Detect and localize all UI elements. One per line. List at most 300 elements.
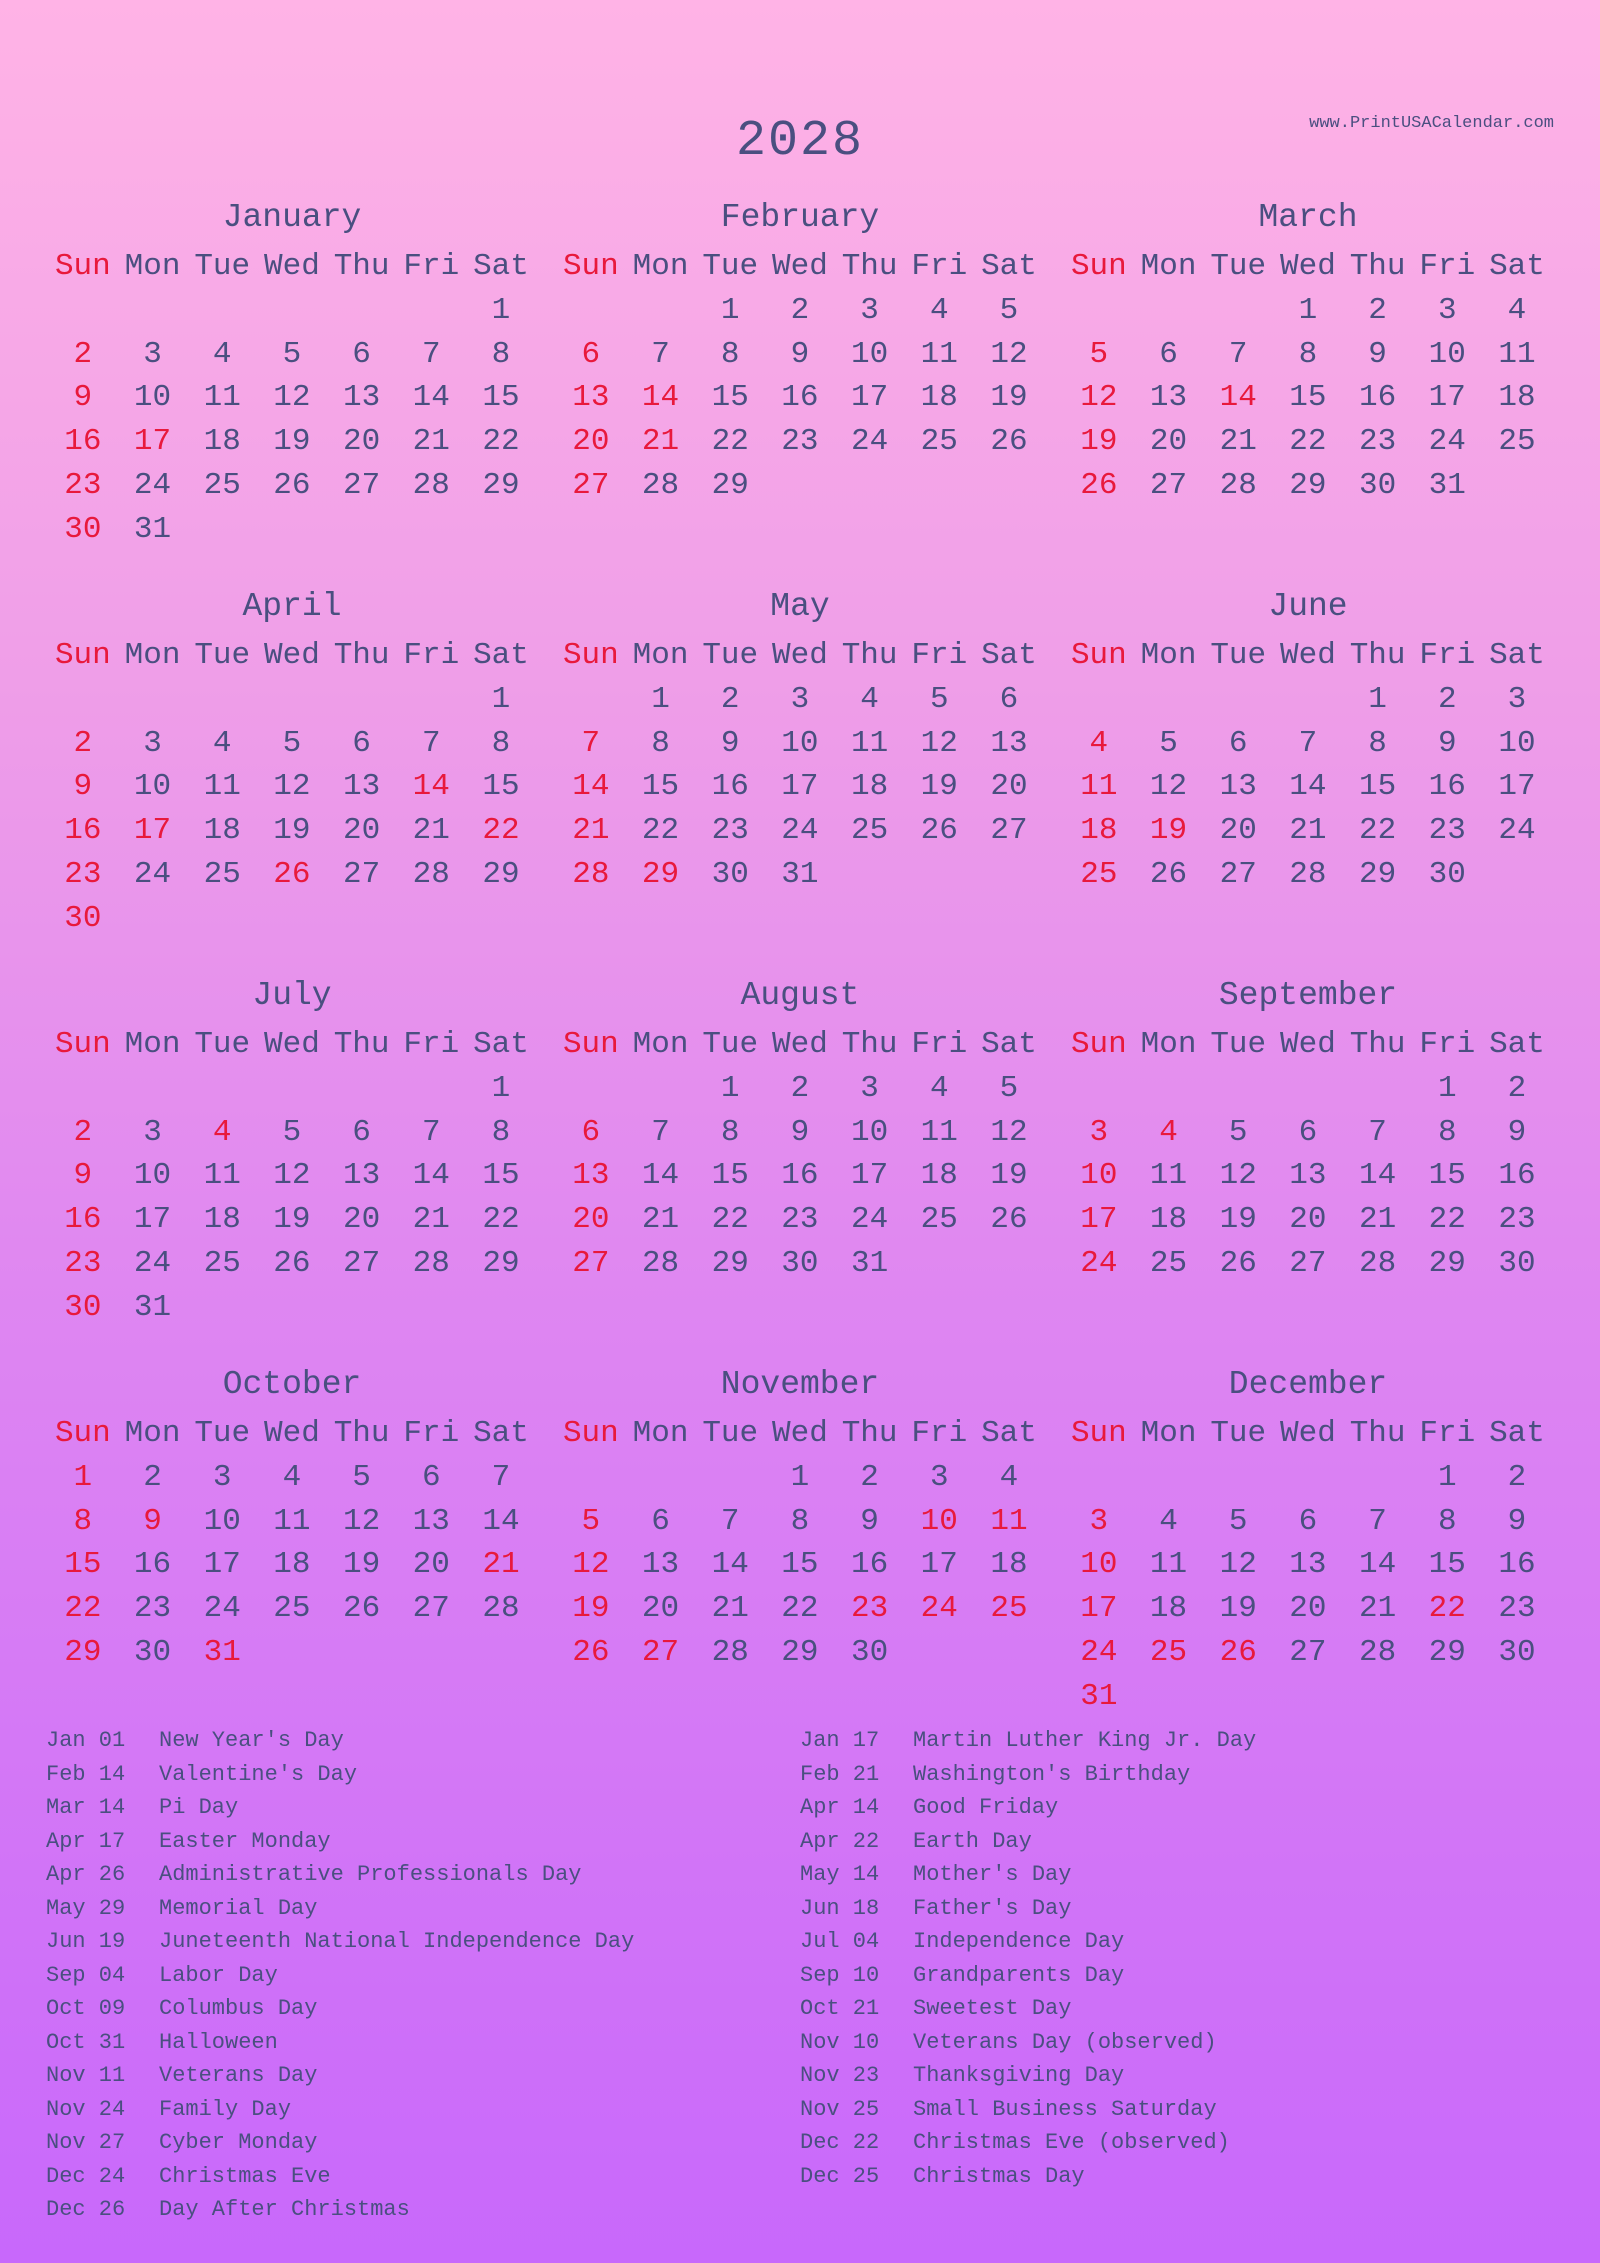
day-cell: 11: [990, 1503, 1028, 1539]
day-cell: 26: [990, 424, 1028, 460]
day-cell: 19: [920, 769, 958, 805]
weekday-header: Tue: [194, 1416, 251, 1451]
day-cell: 15: [781, 1547, 819, 1583]
day-cell: 6: [352, 725, 371, 761]
day-cell: 19: [342, 1547, 381, 1583]
day-cell: 23: [781, 1202, 819, 1238]
day-cell: 27: [412, 1591, 450, 1627]
day-cell: 4: [1159, 1114, 1178, 1150]
day-cell: 3: [1437, 292, 1457, 328]
weekday-header: Mon: [632, 638, 689, 673]
holiday-row: [800, 2026, 1256, 2060]
day-cell: 21: [482, 1547, 520, 1583]
day-cell: 8: [491, 1114, 511, 1150]
day-cell: 2: [790, 292, 810, 328]
day-cell: 23: [133, 1591, 172, 1627]
weekday-header: Mon: [124, 1416, 181, 1451]
holiday-row: [46, 1925, 634, 1959]
day-cell: 6: [352, 1114, 371, 1150]
day-cell: 12: [273, 380, 311, 416]
day-cell: 1: [720, 292, 740, 328]
day-cell: 7: [581, 725, 601, 761]
month-february: [556, 195, 1044, 508]
empty-cell: [327, 1067, 397, 1111]
holiday-row: [46, 1791, 634, 1825]
empty-cell: [1273, 1456, 1343, 1500]
year-title: 2028: [735, 113, 865, 170]
day-grid: [48, 634, 536, 941]
day-cell: 1: [790, 1459, 810, 1495]
empty-cell: [1203, 1456, 1273, 1500]
day-cell: 14: [1358, 1547, 1397, 1583]
holiday-row: [46, 1825, 634, 1859]
day-cell: 3: [1089, 1114, 1109, 1150]
day-cell: 11: [203, 380, 241, 416]
month-april: [48, 584, 536, 941]
weekday-header: Sat: [1489, 638, 1545, 673]
day-cell: 18: [203, 1202, 241, 1238]
empty-cell: [695, 1456, 765, 1500]
day-cell: 9: [73, 1158, 93, 1194]
month-name: November: [720, 1366, 880, 1403]
weekday-header: Tue: [702, 638, 759, 673]
day-cell: 8: [491, 336, 511, 372]
day-cell: 13: [412, 1503, 450, 1539]
month-name: May: [770, 588, 830, 625]
day-cell: 22: [1428, 1202, 1466, 1238]
day-cell: 16: [133, 1547, 172, 1583]
holiday-name: Juneteenth National Independence Day: [159, 1929, 635, 1954]
weekday-header: Fri: [911, 1416, 968, 1451]
day-cell: 9: [790, 336, 810, 372]
holiday-row: [800, 1791, 1256, 1825]
holiday-row: [46, 1858, 634, 1892]
day-cell: 27: [990, 813, 1028, 849]
day-cell: 24: [133, 856, 172, 892]
weekday-header: Sun: [562, 638, 619, 673]
empty-cell: [118, 1067, 188, 1111]
holiday-name: Sweetest Day: [913, 1996, 1072, 2021]
holiday-row: [800, 1925, 1256, 1959]
day-cell: 13: [990, 725, 1028, 761]
month-name: January: [222, 199, 362, 236]
day-cell: 6: [581, 1114, 601, 1150]
day-cell: 4: [212, 336, 232, 372]
day-cell: 9: [1437, 725, 1457, 761]
holiday-date: Sep 10: [800, 1962, 880, 1988]
day-cell: 1: [720, 1070, 740, 1106]
month-name: December: [1228, 1366, 1388, 1403]
empty-cell: [1203, 678, 1273, 722]
day-cell: 1: [73, 1459, 93, 1495]
holiday-date: Dec 24: [46, 2163, 126, 2189]
holiday-date: Oct 31: [46, 2029, 126, 2055]
day-cell: 20: [641, 1591, 680, 1627]
day-grid: [1064, 634, 1552, 897]
day-cell: 16: [64, 424, 102, 460]
day-cell: 6: [651, 1503, 670, 1539]
weekday-header: Mon: [1140, 1416, 1197, 1451]
day-cell: 3: [1089, 1503, 1109, 1539]
holiday-row: [800, 1992, 1256, 2026]
day-cell: 21: [572, 813, 610, 849]
day-cell: 11: [273, 1503, 311, 1539]
day-cell: 7: [491, 1459, 511, 1495]
day-cell: 19: [273, 813, 311, 849]
day-cell: 10: [133, 1158, 172, 1194]
day-cell: 1: [1298, 292, 1318, 328]
day-cell: 8: [73, 1503, 93, 1539]
day-cell: 21: [1358, 1591, 1397, 1627]
holiday-row: [46, 1758, 634, 1792]
day-grid: [48, 1023, 536, 1330]
holiday-row: [46, 1724, 634, 1758]
day-cell: 28: [1289, 856, 1327, 892]
day-cell: 30: [1498, 1245, 1536, 1281]
empty-cell: [1064, 1456, 1134, 1500]
day-cell: 23: [64, 856, 102, 892]
day-cell: 25: [990, 1591, 1028, 1627]
day-cell: 16: [64, 1202, 102, 1238]
holiday-row: [46, 2160, 634, 2194]
day-cell: 11: [1498, 336, 1536, 372]
weekday-header: Fri: [403, 249, 460, 284]
day-cell: 13: [641, 1547, 680, 1583]
day-cell: 17: [1428, 380, 1466, 416]
day-cell: 6: [1159, 336, 1178, 372]
day-cell: 30: [64, 1289, 102, 1325]
holiday-row: [800, 2059, 1256, 2093]
day-cell: 8: [1437, 1503, 1457, 1539]
day-cell: 29: [482, 467, 520, 503]
holiday-date: Nov 11: [46, 2063, 126, 2088]
day-cell: 28: [641, 467, 680, 503]
holiday-name: Administrative Professionals Day: [159, 1862, 582, 1887]
day-cell: 29: [482, 1245, 520, 1281]
holiday-date: May 14: [800, 1862, 880, 1887]
day-cell: 1: [491, 292, 511, 328]
day-cell: 26: [1149, 856, 1188, 892]
day-cell: 16: [850, 1547, 889, 1583]
holiday-row: [46, 2193, 634, 2227]
day-grid: [556, 1023, 1044, 1286]
day-cell: 12: [273, 769, 311, 805]
empty-cell: [327, 289, 397, 333]
month-name: June: [1268, 588, 1348, 625]
holiday-name: Veterans Day (observed): [913, 2029, 1217, 2055]
day-cell: 29: [64, 1634, 102, 1670]
day-cell: 17: [133, 813, 172, 849]
day-cell: 26: [920, 813, 958, 849]
empty-cell: [556, 1456, 626, 1500]
empty-cell: [556, 678, 626, 722]
day-cell: 22: [711, 1202, 749, 1238]
weekday-header: Fri: [403, 638, 460, 673]
day-cell: 2: [1437, 681, 1457, 717]
day-cell: 23: [1498, 1202, 1536, 1238]
weekday-header: Wed: [1280, 638, 1336, 673]
day-cell: 8: [1298, 336, 1318, 372]
day-cell: 21: [641, 424, 680, 460]
holiday-name: Earth Day: [913, 1828, 1032, 1854]
day-cell: 10: [133, 769, 172, 805]
day-cell: 30: [64, 900, 102, 936]
day-cell: 15: [482, 769, 520, 805]
day-cell: 18: [1149, 1202, 1188, 1238]
weekday-header: Sun: [1070, 1027, 1127, 1062]
day-cell: 18: [1080, 813, 1118, 849]
weekday-header: Wed: [264, 1416, 320, 1451]
day-cell: 14: [412, 769, 450, 805]
day-cell: 20: [1289, 1202, 1327, 1238]
day-cell: 8: [1437, 1114, 1457, 1150]
weekday-header: Wed: [772, 249, 828, 284]
day-cell: 11: [1149, 1158, 1188, 1194]
day-cell: 9: [1507, 1114, 1527, 1150]
day-cell: 14: [641, 380, 680, 416]
holiday-name: Martin Luther King Jr. Day: [913, 1728, 1257, 1753]
day-cell: 9: [790, 1114, 810, 1150]
empty-cell: [1273, 1067, 1343, 1111]
day-cell: 27: [342, 1245, 381, 1281]
day-cell: 28: [1219, 467, 1257, 503]
day-cell: 28: [572, 856, 610, 892]
day-cell: 2: [720, 681, 740, 717]
day-cell: 25: [1149, 1245, 1188, 1281]
day-cell: 17: [850, 380, 889, 416]
empty-cell: [118, 678, 188, 722]
day-cell: 19: [273, 1202, 311, 1238]
day-cell: 3: [860, 292, 879, 328]
day-cell: 11: [203, 769, 241, 805]
day-cell: 21: [641, 1202, 680, 1238]
day-cell: 18: [273, 1547, 311, 1583]
holiday-date: Apr 26: [46, 1862, 126, 1887]
day-cell: 4: [929, 1070, 949, 1106]
day-cell: 7: [421, 725, 441, 761]
day-cell: 14: [412, 380, 450, 416]
day-cell: 2: [1507, 1070, 1527, 1106]
day-cell: 20: [990, 769, 1028, 805]
month-june: [1064, 584, 1552, 897]
weekday-header: Sat: [473, 249, 529, 284]
day-cell: 18: [1149, 1591, 1188, 1627]
holiday-date: Jun 19: [46, 1929, 126, 1954]
day-cell: 17: [781, 769, 819, 805]
day-cell: 22: [1358, 813, 1397, 849]
day-cell: 2: [73, 336, 93, 372]
day-cell: 15: [64, 1547, 102, 1583]
day-cell: 31: [133, 511, 172, 547]
day-cell: 21: [711, 1591, 749, 1627]
month-name: February: [720, 199, 880, 236]
day-cell: 17: [133, 424, 172, 460]
weekday-header: Thu: [333, 249, 390, 284]
website-label: www.PrintUSACalendar.com: [1309, 114, 1554, 133]
day-cell: 25: [1498, 424, 1536, 460]
day-cell: 25: [1149, 1634, 1188, 1670]
day-cell: 27: [342, 467, 381, 503]
day-cell: 10: [850, 336, 889, 372]
weekday-header: Sun: [54, 638, 111, 673]
day-cell: 5: [999, 292, 1019, 328]
day-cell: 7: [720, 1503, 740, 1539]
day-cell: 18: [850, 769, 889, 805]
day-cell: 30: [1358, 467, 1397, 503]
empty-cell: [1203, 1067, 1273, 1111]
day-cell: 20: [342, 813, 381, 849]
holiday-column-left: [46, 1724, 634, 2227]
empty-cell: [187, 1067, 257, 1111]
holiday-row: [46, 2126, 634, 2160]
day-cell: 31: [1080, 1678, 1118, 1714]
weekday-header: Sat: [473, 1416, 529, 1451]
weekday-header: Fri: [911, 249, 968, 284]
weekday-header: Sat: [1489, 249, 1545, 284]
day-cell: 17: [133, 1202, 172, 1238]
day-cell: 20: [342, 424, 381, 460]
day-cell: 26: [1219, 1245, 1257, 1281]
empty-cell: [556, 289, 626, 333]
day-cell: 28: [1358, 1634, 1397, 1670]
month-august: [556, 973, 1044, 1286]
day-cell: 15: [711, 380, 749, 416]
day-cell: 26: [990, 1202, 1028, 1238]
weekday-header: Sat: [473, 1027, 529, 1062]
weekday-header: Thu: [841, 1027, 898, 1062]
empty-cell: [1134, 678, 1204, 722]
day-cell: 11: [850, 725, 889, 761]
day-cell: 29: [1428, 1245, 1466, 1281]
day-cell: 6: [999, 681, 1019, 717]
day-cell: 22: [1289, 424, 1327, 460]
day-cell: 27: [1219, 856, 1257, 892]
weekday-header: Sun: [1070, 638, 1127, 673]
day-cell: 5: [282, 336, 302, 372]
day-cell: 7: [1298, 725, 1318, 761]
empty-cell: [396, 1067, 466, 1111]
day-cell: 6: [352, 336, 371, 372]
month-july: [48, 973, 536, 1330]
day-cell: 4: [999, 1459, 1019, 1495]
day-cell: 16: [1358, 380, 1397, 416]
holiday-date: Nov 27: [46, 2130, 126, 2155]
day-cell: 6: [1298, 1503, 1318, 1539]
day-cell: 23: [64, 1245, 102, 1281]
holiday-date: Nov 25: [800, 2096, 880, 2122]
weekday-header: Mon: [1140, 638, 1197, 673]
day-cell: 23: [711, 813, 749, 849]
day-cell: 13: [342, 769, 381, 805]
day-grid: [556, 634, 1044, 897]
weekday-header: Thu: [841, 1416, 898, 1451]
month-january: [48, 195, 536, 552]
empty-cell: [626, 1456, 696, 1500]
day-grid: [556, 245, 1044, 508]
day-cell: 26: [273, 1245, 311, 1281]
day-cell: 1: [651, 681, 670, 717]
day-cell: 6: [1298, 1114, 1318, 1150]
day-cell: 11: [1080, 769, 1118, 805]
weekday-header: Mon: [632, 249, 689, 284]
day-cell: 5: [282, 1114, 302, 1150]
day-cell: 7: [1228, 336, 1248, 372]
day-cell: 12: [990, 336, 1028, 372]
empty-cell: [556, 1067, 626, 1111]
weekday-header: Fri: [403, 1416, 460, 1451]
empty-cell: [1273, 678, 1343, 722]
month-november: [556, 1362, 1044, 1675]
weekday-header: Fri: [1419, 1027, 1476, 1062]
day-cell: 3: [212, 1459, 232, 1495]
day-cell: 14: [711, 1547, 749, 1583]
weekday-header: Tue: [702, 1416, 759, 1451]
weekday-header: Mon: [1140, 249, 1197, 284]
day-cell: 22: [1428, 1591, 1466, 1627]
weekday-header: Tue: [1210, 1027, 1267, 1062]
day-cell: 7: [421, 336, 441, 372]
holiday-date: Jul 04: [800, 1929, 880, 1954]
day-cell: 13: [1289, 1547, 1327, 1583]
day-cell: 14: [641, 1158, 680, 1194]
day-cell: 16: [1428, 769, 1466, 805]
weekday-header: Tue: [702, 249, 759, 284]
day-cell: 4: [212, 1114, 232, 1150]
day-cell: 17: [1498, 769, 1536, 805]
holiday-name: Veterans Day: [159, 2063, 318, 2088]
holiday-row: [800, 2160, 1256, 2194]
empty-cell: [626, 1067, 696, 1111]
day-cell: 19: [990, 1158, 1028, 1194]
holiday-row: [46, 1959, 634, 1993]
day-cell: 15: [482, 1158, 520, 1194]
holiday-name: New Year's Day: [159, 1728, 344, 1753]
weekday-header: Sun: [562, 249, 619, 284]
empty-cell: [48, 289, 118, 333]
day-cell: 9: [1368, 336, 1387, 372]
weekday-header: Wed: [1280, 1027, 1336, 1062]
day-cell: 29: [711, 1245, 749, 1281]
holiday-name: Memorial Day: [159, 1895, 318, 1921]
empty-cell: [48, 678, 118, 722]
day-cell: 19: [1149, 813, 1188, 849]
empty-cell: [1134, 1456, 1204, 1500]
month-may: [556, 584, 1044, 897]
day-cell: 16: [1498, 1547, 1536, 1583]
day-cell: 26: [1080, 467, 1118, 503]
holiday-row: [46, 2093, 634, 2127]
day-cell: 13: [342, 1158, 381, 1194]
empty-cell: [118, 289, 188, 333]
day-cell: 21: [1358, 1202, 1397, 1238]
weekday-header: Wed: [1280, 1416, 1336, 1451]
day-cell: 16: [781, 380, 819, 416]
day-cell: 22: [482, 424, 520, 460]
day-cell: 22: [781, 1591, 819, 1627]
weekday-header: Wed: [264, 638, 320, 673]
day-cell: 28: [412, 1245, 450, 1281]
day-cell: 20: [1219, 813, 1257, 849]
holiday-name: Grandparents Day: [913, 1962, 1125, 1988]
day-cell: 30: [711, 856, 749, 892]
day-cell: 25: [850, 813, 889, 849]
day-cell: 5: [581, 1503, 601, 1539]
day-cell: 10: [203, 1503, 241, 1539]
empty-cell: [1064, 678, 1134, 722]
weekday-header: Sun: [562, 1416, 619, 1451]
day-cell: 5: [1228, 1114, 1248, 1150]
weekday-header: Thu: [333, 1416, 390, 1451]
